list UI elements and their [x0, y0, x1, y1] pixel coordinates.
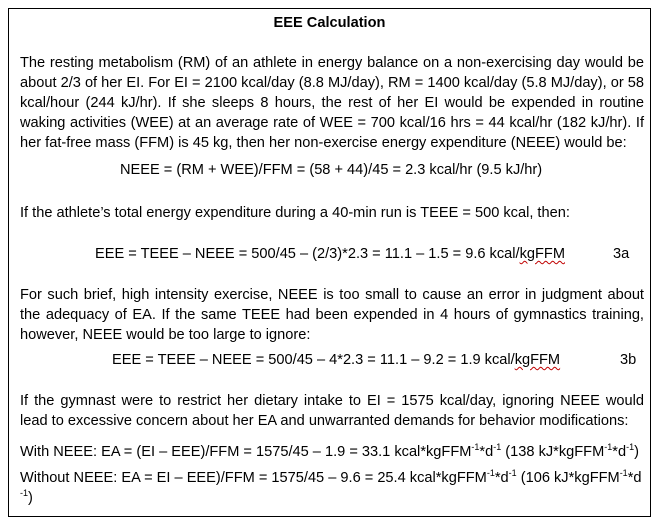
- calculation-box: [8, 8, 651, 517]
- equation-3a: [95, 244, 565, 264]
- paragraph-run-teee: If the athlete’s total energy expenditure during a 40-min run is TEEE = 500 kcal, then:: [20, 205, 570, 221]
- equation-with-neee: With NEEE: EA = (EI – EEE)/FFM = 1575/45 – 1.9 = 33.1 $kcal*kgFFM^{-1}*d^{-1}$ (138 $kJ*kgFFM^{-1}*d^{-1}$): [20, 442, 639, 460]
- equation-3b-text: EEE = TEEE – NEEE = 500/45 – 4*2.3 = 11.1 – 9.2 = 1.9 kcal/: [112, 352, 515, 368]
- equation-3a-unit: kgFFM: [519, 246, 565, 262]
- paragraph-restriction: If the gymnast were to restrict her dietary intake to EI = 1575 kcal/day, ignoring NEEE would lead to excessive concern about her EA and unwarranted demands for behavior modifications:: [20, 393, 644, 429]
- equation-3b-unit: kgFFM: [514, 352, 561, 368]
- equation-3b: [112, 350, 560, 370]
- box-title: EEE Calculation: [273, 15, 386, 31]
- paragraph-gymnastics: For such brief, high intensity exercise, NEEE is too small to cause an error in judgment about the adequacy of EA. If the same TEEE had been expended in 4 hours of gymnastics training, however, NEEE would be too large to ignore:: [20, 287, 644, 343]
- equation-3a-label: 3a: [613, 246, 630, 262]
- equation-neee: NEEE = (RM + WEE)/FFM = (58 + 44)/45 = 2.3 kcal/hr (9.5 kJ/hr): [120, 162, 543, 178]
- paragraph-resting-metabolism: The resting metabolism (RM) of an athlete in energy balance on a non-exercising day would be about 2/3 of her EI. For EI = 2100 kcal/day (8.8 MJ/day), RM = 1400 kcal/day (5.8 MJ/day), or 58 kcal/hour (244 kJ/hr). If she sleeps 8 hours, the rest of her EI would be expended in routine waking activities (WEE) at an average rate of WEE = 700 kcal/16 hrs = 44 kcal/hr (182 kJ/hr). If her fat-free mass (FFM) is 45 kg, then her non-exercise energy expenditure (NEEE) would be:: [20, 55, 644, 151]
- equation-without-neee: Without NEEE: EA = EI – EEE)/FFM = 1575/45 – 9.6 = 25.4 $kcal*kgFFM^{-1}*d^{-1}$ (106 $kJ*kgFFM^{-1}*d^{-1}$): [20, 468, 642, 506]
- equation-3a-text: EEE = TEEE – NEEE = 500/45 – (2/3)*2.3 = 11.1 – 1.5 = 9.6 kcal/: [95, 246, 520, 262]
- equation-3b-label: 3b: [620, 352, 637, 368]
